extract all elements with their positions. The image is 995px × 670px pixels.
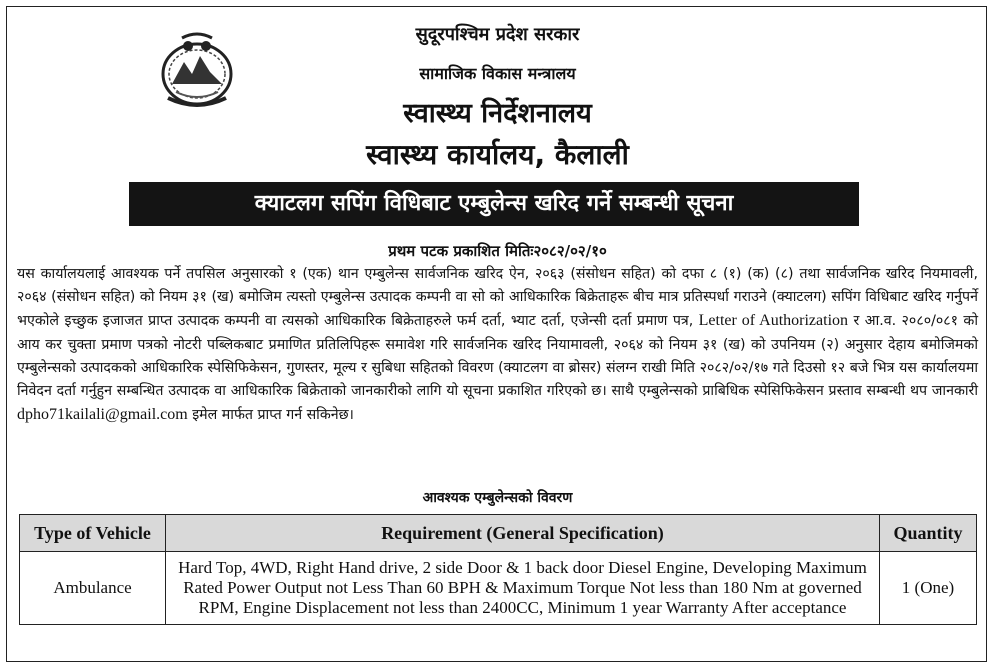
body-part-1: यस कार्यालयलाई आवश्यक पर्ने तपसिल अनुसारको १ (एक) थान एम्बुलेन्स सार्वजनिक खरिद ऐन, २०६३ (संसोधन सहित) को दफा ८ (१) (क) (८) तथा सार्वजनिक खरिद नियमावली, २०६४ (संसोधन सहित) को नियम ३१ (ख) बमोजिम त्यस्तो एम्बुलेन्स उत्पादक कम्पनी वा सो को आधिकारिक बिक्रेताहरू बीच मात्र प्रतिस्पर्धा गराउने (क्याटलग) सपिंग विधिबाट खरिद गर्नुपर्ने भएकोले इच्छुक इजाजत प्राप्त उत्पादक कम्पनी वा त्यसको आधिकारिक बिक्रेताहरुले फर्म दर्ता, भ्याट दर्ता, एजेन्सी दर्ता प्रमाण पत्र, [17,266,978,330]
cell-requirement: Hard Top, 4WD, Right Hand drive, 2 side Door & 1 back door Diesel Engine, Developing Maximum Rated Power Output not Less Than 60 BPH & Maximum Torque Not less than 180 Nm at governed RPM, Engine Displacement not less than 2400CC, Minimum 1 year Warranty After acceptance [166,552,880,625]
cell-vehicle: Ambulance [20,552,166,625]
specification-table [19,514,977,625]
table-title: आवश्यक एम्बुलेन्सको विवरण [422,490,573,506]
table-row [20,552,977,625]
notice-body [17,263,978,427]
header-quantity: Quantity [880,515,977,552]
publish-date: प्रथम पटक प्रकाशित मितिः२०८२/०२/१० [388,242,607,260]
table-header-row [20,515,977,552]
header-type-of-vehicle: Type of Vehicle [20,515,166,552]
contact-email: dpho71kailali@gmail.com [17,406,188,424]
header-ministry: सामाजिक विकास मन्त्रालय [419,64,576,83]
body-letter-of-authorization: Letter of Authorization [698,312,849,330]
body-part-3: र आ.व. २०८०/०८१ को आय कर चुक्ता प्रमाण पत्रको नोटरी पब्लिकबाट प्रमाणित प्रतिलिपिहरू समावेश गरि सार्वजनिक खरिद नियामावली, २०६४ को नियम ३१ (ख) को उपनियम (२) अनुसार देहाय बमोजिमको एम्बुलेन्सको उत्पादकको आधिकारिक स्पेसिफिकेसन, गुणस्तर, मूल्य र सुबिधा सहितको विवरण (क्याटलग वा ब्रोसर) संलग्न राखी मिति २०८२/०२/१७ गते दिउसो १२ बजे भित्र यस कार्यालयमा निवेदन दर्ता गर्नुहुन सम्बन्धित उत्पादक वा आधिकारिक बिक्रेताको जानकारीको लागि यो सूचना प्रकाशित गरिएको छ। साथै एम्बुलेन्सको प्राबिधिक स्पेसिफिकेसन प्रस्ताव सम्बन्धी थप जानकारी [17,313,978,400]
header-directorate: स्वास्थ्य निर्देशनालय [403,98,592,129]
header-province: सुदूरपश्चिम प्रदेश सरकार [415,24,580,45]
header-requirement: Requirement (General Specification) [166,515,880,552]
notice-title: क्याटलग सपिंग विधिबाट एम्बुलेन्स खरिद गर्ने सम्बन्धी सूचना [129,182,859,226]
cell-quantity: 1 (One) [880,552,977,625]
header-office: स्वास्थ्य कार्यालय, कैलाली [366,138,629,171]
body-part-4: इमेल मार्फत प्राप्त गर्न सकिनेछ। [187,407,354,424]
